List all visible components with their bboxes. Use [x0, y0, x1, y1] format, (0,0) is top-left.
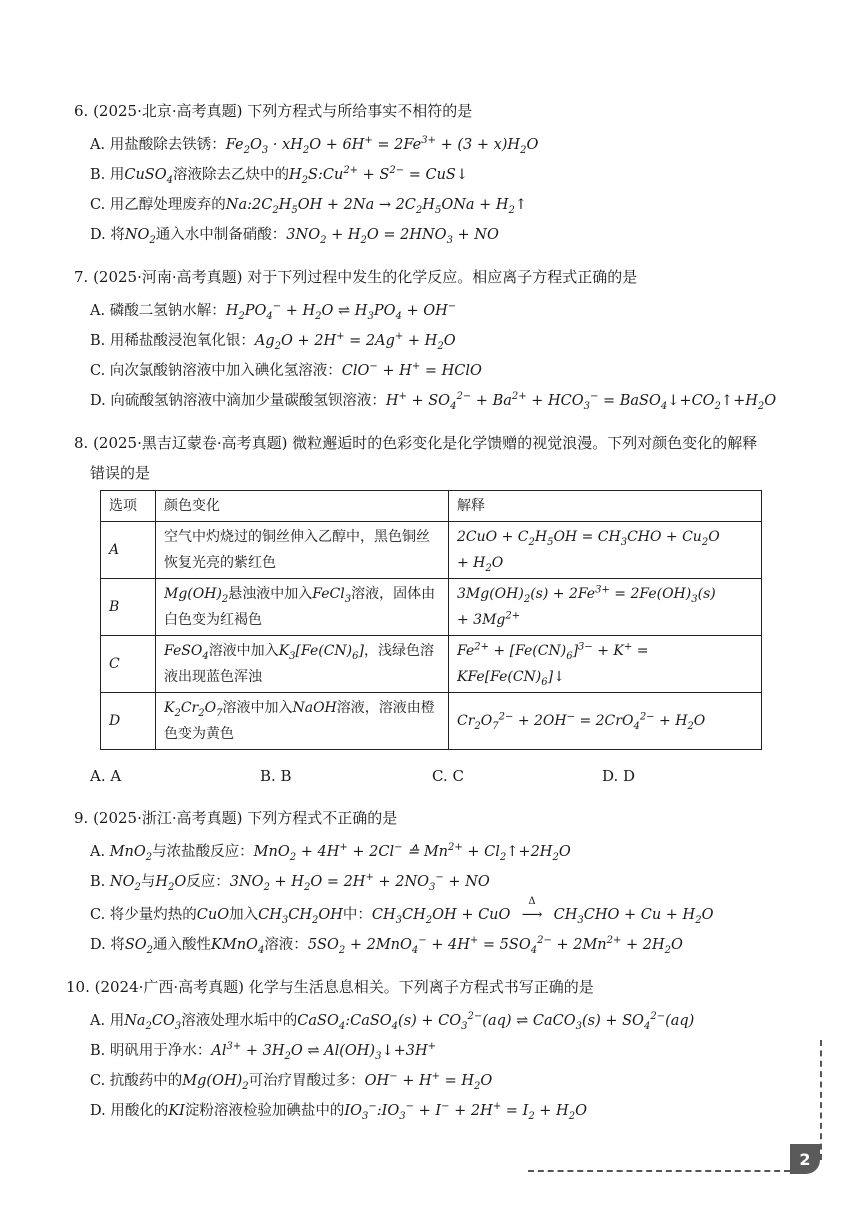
option-text: 溶液除去乙炔中的 — [173, 167, 290, 183]
option-text: 淀粉溶液检验加碘盐中的 — [184, 1103, 345, 1119]
row-change: $Mg(OH)_2$悬浊液中加入FeCl$_3$溶液，固体由白色变为红褐色 — [156, 579, 449, 636]
question-9-stem: 9. (2025·浙江·高考真题) 下列方程式不正确的是 — [74, 809, 398, 827]
option-text: 与 — [140, 874, 156, 890]
option-text: B. 明矾用于净水： — [90, 1043, 212, 1059]
row-explanation: $3Mg(OH)_2(s) + 2Fe^{3+} = 2Fe(OH)_3(s)$ + $3Mg^{2+}$ — [449, 579, 762, 636]
question-10-stem: 10. (2024·广西·高考真题) 化学与生活息息相关。下列离子方程式书写正确的是 — [66, 978, 594, 996]
question-9-option-c: C. 将少量灼热的CuO加入$CH_3CH_2OH$中：$CH_3CH_2OH$ + CuO Δ ⟶ $CH_3CHO + Cu + H_2O$ — [90, 896, 714, 926]
question-6-option-b: B. 用CuSO$_4$溶液除去乙炔中的$H_2S:Cu^{2+} + S^{2-}$ = CuS↓ — [90, 165, 469, 186]
table-header: 解释 — [449, 491, 762, 522]
option-text: D. 用酸化的 — [90, 1103, 169, 1119]
table-row — [101, 636, 762, 693]
row-key: B — [101, 579, 156, 636]
option-text: C. 抗酸药中的 — [90, 1073, 183, 1089]
option-text: D. 将 — [90, 227, 125, 243]
option-text: 与浓盐酸反应： — [152, 844, 254, 860]
option-text: D. 向硫酸氢钠溶液中滴加少量碳酸氢钡溶液： — [90, 393, 386, 409]
row-key: C — [101, 636, 156, 693]
question-8-stem-cont: 错误的是 — [90, 464, 151, 482]
row-change: FeSO$_4$溶液中加入$K_3[Fe(CN)_6]$，浅绿色溶液出现蓝色浑浊 — [156, 636, 449, 693]
table-row — [101, 579, 762, 636]
question-9-option-b: B. $NO_2$与$H_2O$反应：$3NO_2 + H_2O = 2H^+ + 2NO_3^-$ + NO — [90, 872, 490, 893]
dashed-border-vertical — [820, 1040, 822, 1160]
cell-text: 溶液，固体由白色变为红褐色 — [164, 586, 436, 628]
option-text: A. 用盐酸除去铁锈： — [90, 137, 226, 153]
table-header: 选项 — [101, 491, 156, 522]
question-8-option-c: C. C — [432, 767, 464, 785]
question-6-option-a: A. 用盐酸除去铁锈：$Fe_2O_3 \cdot xH_2O + 6H^+ = 2Fe^{3+} + (3 + x)H_2O$ — [90, 135, 539, 156]
cell-text: 溶液中加入 — [208, 643, 279, 659]
question-10-option-d: D. 用酸化的KI淀粉溶液检验加碘盐中的$IO_3^-:IO_3^- + I^- + 2H^+ = I_2 + H_2O$ — [90, 1101, 587, 1122]
option-text: A. — [90, 844, 110, 860]
option-text: C. 向次氯酸钠溶液中加入碘化氢溶液： — [90, 363, 342, 379]
option-text: A. 用 — [90, 1013, 125, 1029]
option-text: 通入水中制备硝酸： — [155, 227, 287, 243]
option-text: 通入酸性 — [153, 937, 212, 953]
cell-text: 溶液，溶液由橙色变为黄色 — [164, 700, 435, 742]
option-text: B. — [90, 874, 110, 890]
option-text: B. 用 — [90, 167, 125, 183]
table-header-row — [101, 491, 762, 522]
question-7-option-a: A. 磷酸二氢钠水解：$H_2PO_4^- + H_2O$ ⇌ $H_3PO_4 + OH^-$ — [90, 301, 457, 322]
question-10-option-c: C. 抗酸药中的$Mg(OH)_2$可治疗胃酸过多：$OH^- + H^+ = H_2O$ — [90, 1071, 493, 1092]
option-text: B. 用稀盐酸浸泡氧化银： — [90, 333, 255, 349]
table-row — [101, 522, 762, 579]
question-8-option-b: B. B — [260, 767, 292, 785]
row-change: 空气中灼烧过的铜丝伸入乙醇中，黑色铜丝恢复光亮的紫红色 — [156, 522, 449, 579]
row-explanation: $Cr_2O_7^{2-} + 2OH^- = 2CrO_4^{2-} + H_2O$ — [449, 693, 762, 750]
question-8-stem: 8. (2025·黑吉辽蒙卷·高考真题) 微粒邂逅时的色彩变化是化学馈赠的视觉浪漫。下列对颜色变化的解释 — [74, 434, 758, 452]
question-6-option-d: D. 将$NO_2$通入水中制备硝酸：$3NO_2 + H_2O = 2HNO_3$ + NO — [90, 227, 499, 246]
option-text: C. 将少量灼热的 — [90, 907, 197, 923]
option-text: 溶液： — [264, 937, 308, 953]
table-row — [101, 693, 762, 750]
row-explanation: $2CuO + C_2H_5OH = CH_3CHO + Cu_2O$ + $H_2O$ — [449, 522, 762, 579]
cell-text: ，浅绿色溶液出现蓝色浑浊 — [164, 643, 434, 685]
dashed-border-horizontal — [528, 1170, 790, 1172]
question-6-option-c: C. 用乙醇处理废弃的$Na:2C_2H_5OH + 2Na \to 2C_2H_5ONa$ + $H_2↑$ — [90, 197, 528, 216]
question-10-option-a: A. 用$Na_2CO_3$溶液处理水垢中的CaSO$_4$:CaSO$_4$(s) + $CO_3^{2-}(aq)$ ⇌ CaCO$_3$(s) + $SO_4^{2-}(aq)$ — [90, 1011, 695, 1032]
page-number: 2 — [790, 1144, 820, 1174]
row-change: $K_2Cr_2O_7$溶液中加入NaOH溶液，溶液由橙色变为黄色 — [156, 693, 449, 750]
question-7-stem: 7. (2025·河南·高考真题) 对于下列过程中发生的化学反应。相应离子方程式正确的是 — [74, 268, 638, 286]
table-header: 颜色变化 — [156, 491, 449, 522]
option-text: 加入 — [229, 907, 259, 923]
row-key: A — [101, 522, 156, 579]
option-text: 溶液处理水垢中的 — [181, 1013, 298, 1029]
row-explanation: $Fe^{2+} + [Fe(CN)_6]^{3-} + K^+$ = $KFe[Fe(CN)_6]↓$ — [449, 636, 762, 693]
question-10-option-b: B. 明矾用于净水：$Al^{3+} + 3H_2O$ ⇌ $Al(OH)_3↓+3H^+$ — [90, 1041, 437, 1062]
question-8-option-d: D. D — [602, 767, 636, 785]
option-text: A. 磷酸二氢钠水解： — [90, 303, 226, 319]
question-9-option-a: A. MnO$_2$与浓盐酸反应：MnO$_2$ + 4H+ + 2Cl− ≙ $Mn^{2+}$ + $Cl_2↑+2H_2O$ — [90, 842, 571, 863]
question-7-option-c: C. 向次氯酸钠溶液中加入碘化氢溶液：ClO− + H+ = HClO — [90, 361, 482, 379]
answer-table — [100, 490, 762, 750]
option-text: D. 将 — [90, 937, 125, 953]
row-key: D — [101, 693, 156, 750]
question-6-stem: 6. (2025·北京·高考真题) 下列方程式与所给事实不相符的是 — [74, 102, 473, 120]
option-text: 反应： — [186, 874, 230, 890]
question-9-option-d: D. 将$SO_2$通入酸性KMnO$_4$溶液：$5SO_2 + 2MnO_4^- + 4H^+ = 5SO_4^{2-} + 2Mn^{2+} + 2H_2O$ — [90, 935, 683, 956]
cell-text: 悬浊液中加入 — [228, 586, 313, 602]
cell-text: 溶液中加入 — [222, 700, 293, 716]
question-7-option-d: D. 向硫酸氢钠溶液中滴加少量碳酸氢钡溶液：$H^+ + SO_4^{2-} + Ba^{2+} + HCO_3^-$ = $BaSO_4↓+CO_2↑+H_2O$ — [90, 391, 777, 412]
option-text: 可治疗胃酸过多： — [248, 1073, 365, 1089]
option-text: 中： — [342, 907, 372, 923]
option-text: C. 用乙醇处理废弃的 — [90, 197, 226, 213]
question-8-option-a: A. A — [90, 767, 122, 785]
question-7-option-b: B. 用稀盐酸浸泡氧化银：$Ag_2O + 2H^+ = 2Ag^+ + H_2O$ — [90, 331, 456, 352]
